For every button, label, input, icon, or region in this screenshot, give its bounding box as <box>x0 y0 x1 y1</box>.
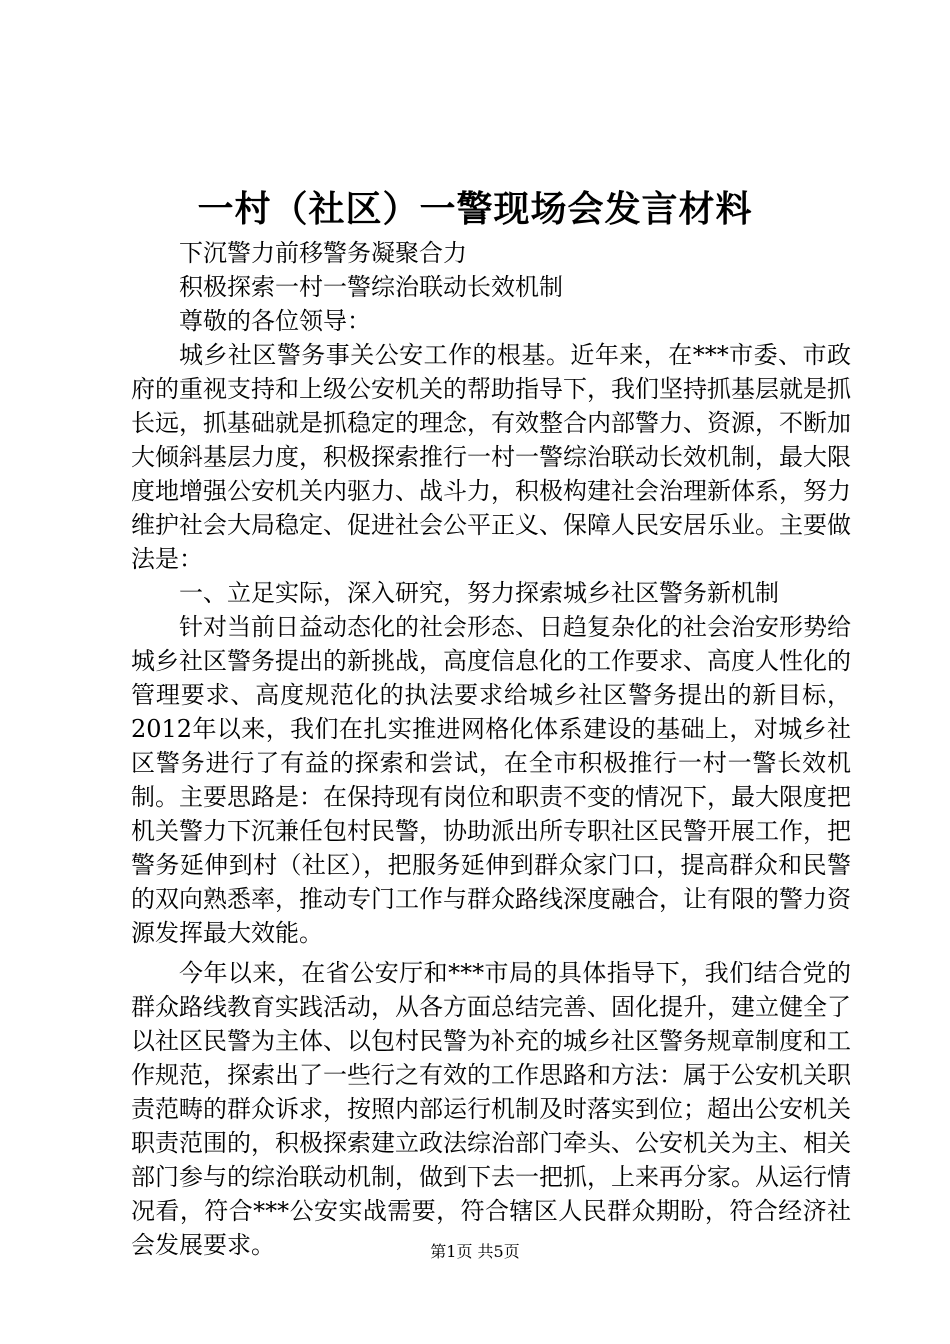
paragraph-section-1: 针对当前日益动态化的社会形态、日趋复杂化的社会治安形势给城乡社区警务提出的新挑战，高度信息化的工作要求、高度人性化的管理要求、高度规范化的执法要求给城乡社区警务提出的新目标，2012年以来，我们在扎实推进网格化体系建设的基础上，对城乡社区警务进行了有益的探索和尝试，在全市积极推行一村一警长效机制。主要思路是：在保持现有岗位和职责不变的情况下，最大限度把机关警力下沉兼任包村民警，协助派出所专职社区民警开展工作，把警务延伸到村（社区），把服务延伸到群众家门口，提高群众和民警的双向熟悉率，推动专门工作与群众路线深度融合，让有限的警力资源发挥最大效能。 <box>131 613 851 947</box>
section-heading-1: 一、立足实际，深入研究，努力探索城乡社区警务新机制 <box>179 579 779 607</box>
paragraph-this-year: 今年以来，在省公安厅和***市局的具体指导下，我们结合党的群众路线教育实践活动，从各方面总结完善、固化提升，建立健全了以社区民警为主体、以包村民警为补充的城乡社区警务规章制度和工作规范，探索出了一些行之有效的工作思路和方法：属于公安机关职责范畴的群众诉求，按照内部运行机制及时落实到位；超出公安机关职责范围的，积极探索建立政法综治部门牵头、公安机关为主、相关部门参与的综治联动机制，做到下去一把抓，上来再分家。从运行情况看，符合***公安实战需要，符合辖区人民群众期盼，符合经济社会发展要求。 <box>131 959 851 1259</box>
subtitle-line-1: 下沉警力前移警务凝聚合力 <box>179 239 467 267</box>
document-title: 一村（社区）一警现场会发言材料 <box>197 189 753 230</box>
subtitle-line-2: 积极探索一村一警综治联动长效机制 <box>179 273 563 301</box>
salutation: 尊敬的各位领导： <box>179 307 371 335</box>
paragraph-intro: 城乡社区警务事关公安工作的根基。近年来，在***市委、市政府的重视支持和上级公安机关的帮助指导下，我们坚持抓基层就是抓长远，抓基础就是抓稳定的理念，有效整合内部警力、资源，不断加大倾斜基层力度，积极探索推行一村一警综治联动长效机制，最大限度地增强公安机关内驱力、战斗力，积极构建社会治理新体系，努力维护社会大局稳定、促进社会公平正义、保障人民安居乐业。主要做法是： <box>131 341 851 573</box>
document-body <box>131 236 851 1262</box>
page-footer: 第1页 共5页 <box>430 1242 520 1261</box>
